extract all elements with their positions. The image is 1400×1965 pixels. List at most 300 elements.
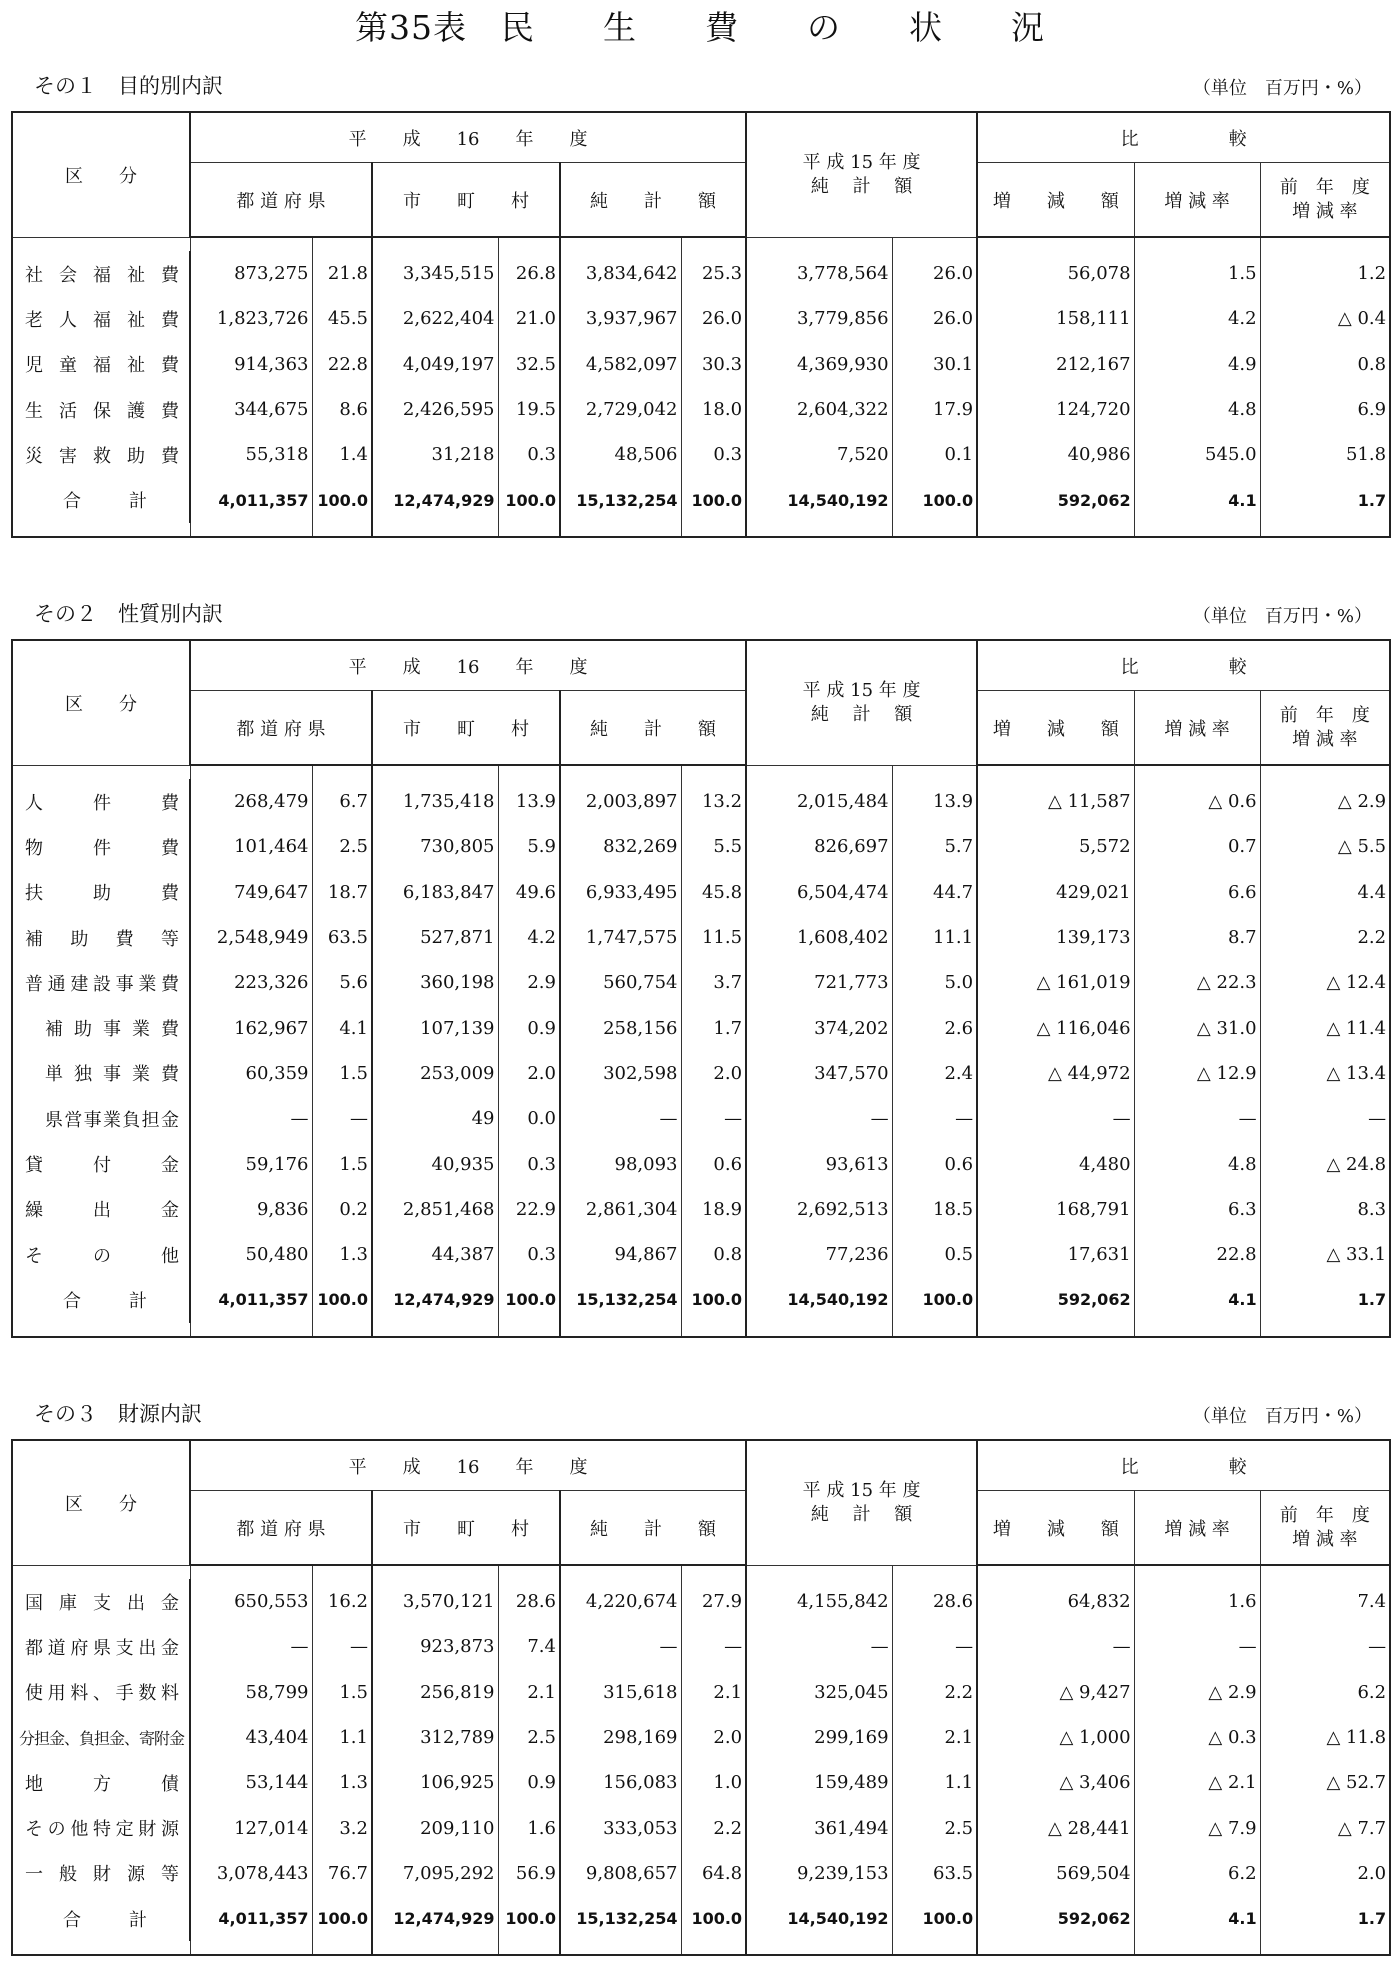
- total-row: [12, 1277, 1390, 1322]
- cell-value: 55,318: [190, 432, 312, 477]
- cell-value: 1.1: [312, 1715, 372, 1760]
- table-row: [12, 387, 1390, 432]
- row-label: 県営事業負担金: [12, 1096, 190, 1141]
- cell-value: 3,078,443: [190, 1851, 312, 1896]
- section-title-2: その２ 性質別内訳: [34, 602, 223, 626]
- header-fiscal-2003-line2: 純 計 額: [810, 175, 913, 197]
- cell-value: —: [190, 1624, 312, 1669]
- cell-value: 1.5: [312, 1051, 372, 1096]
- header-row: [12, 640, 1390, 691]
- cell-value: 7,095,292: [372, 1851, 498, 1896]
- cell-value: 4.2: [1134, 296, 1260, 341]
- header-change-amount: 増 減 額: [977, 1491, 1134, 1566]
- cell-value: △ 11.8: [1326, 1727, 1387, 1749]
- header-category: 区 分: [12, 1440, 190, 1565]
- cell-value: 1,747,575: [560, 915, 681, 960]
- header-change-amount: 増 減 額: [977, 691, 1134, 766]
- cell-value: 168,791: [977, 1187, 1134, 1232]
- cell-value: 361,494: [746, 1805, 892, 1850]
- cell-value: 0.3: [681, 432, 746, 477]
- cell-value: 56.9: [498, 1851, 560, 1896]
- cell-value: 8.6: [312, 387, 372, 432]
- cell-value: 4,011,357: [190, 1277, 312, 1322]
- cell-value: 30.3: [681, 342, 746, 387]
- header-prefectures: 都 道 府 県: [190, 691, 372, 766]
- header-fiscal-2003: [746, 1440, 977, 1565]
- cell-value: 2.5: [892, 1805, 977, 1850]
- cell-value: 106,925: [372, 1760, 498, 1805]
- table-row: [12, 1715, 1390, 1760]
- row-label: 貸付金: [12, 1141, 190, 1186]
- table-row: [12, 342, 1390, 387]
- cell-value: 256,819: [372, 1670, 498, 1715]
- table-row: [12, 432, 1390, 477]
- cell-value: 127,014: [190, 1805, 312, 1850]
- nature-table: [11, 639, 1391, 1338]
- cell-value: 3,570,121: [372, 1579, 498, 1624]
- cell-value: 2.5: [498, 1715, 560, 1760]
- table-row: [12, 1005, 1390, 1050]
- header-municipalities: 市 町 村: [372, 1491, 560, 1566]
- cell-value: 429,021: [977, 870, 1134, 915]
- cell-value: 6.3: [1134, 1187, 1260, 1232]
- cell-value: △ 1,000: [977, 1715, 1134, 1760]
- cell-value: 2,729,042: [560, 387, 681, 432]
- header-change-amount: 増 減 額: [977, 163, 1134, 238]
- cell-value: —: [1368, 1636, 1387, 1658]
- cell-value: 592,062: [977, 1896, 1134, 1941]
- cell-value: 32.5: [498, 342, 560, 387]
- header-fiscal-2003-line2: 純 計 額: [810, 703, 913, 725]
- cell-value: 4.8: [1134, 1141, 1260, 1186]
- row-label: 災害救助費: [12, 432, 190, 477]
- header-prev-year-change: [1260, 163, 1390, 238]
- cell-value: 298,169: [560, 1715, 681, 1760]
- row-label: 生活保護費: [12, 387, 190, 432]
- cell-value: 15,132,254: [560, 477, 681, 522]
- cell-value: 4.1: [1134, 477, 1260, 522]
- row-label: 繰出金: [12, 1187, 190, 1232]
- table-row: [12, 960, 1390, 1005]
- cell-value: 268,479: [190, 779, 312, 824]
- cell-value: △ 2.1: [1134, 1760, 1260, 1805]
- cell-value: 4.1: [1134, 1277, 1260, 1322]
- table-row: [12, 296, 1390, 341]
- header-prev-year-line2: 増 減 率: [1292, 1528, 1358, 1550]
- cell-value: —: [190, 1096, 312, 1141]
- cell-value: 1.7: [681, 1005, 746, 1050]
- table-row: [12, 1760, 1390, 1805]
- cell-value: △ 2.9: [1134, 1670, 1260, 1715]
- table-row: [12, 824, 1390, 869]
- cell-value: 15,132,254: [560, 1277, 681, 1322]
- cell-value: 209,110: [372, 1805, 498, 1850]
- header-prev-year-line2: 増 減 率: [1292, 728, 1358, 750]
- cell-value: 16.2: [312, 1579, 372, 1624]
- cell-value: 159,489: [746, 1760, 892, 1805]
- cell-value: 592,062: [977, 477, 1134, 522]
- cell-value: 100.0: [498, 1277, 560, 1322]
- cell-value: 101,464: [190, 824, 312, 869]
- row-label: 単独事業費: [12, 1051, 190, 1096]
- cell-value: 344,675: [190, 387, 312, 432]
- cell-value: 18.9: [681, 1187, 746, 1232]
- cell-value: △ 0.3: [1134, 1715, 1260, 1760]
- cell-value: —: [1134, 1096, 1260, 1141]
- cell-value: 1.5: [1134, 251, 1260, 296]
- cell-value: 3,779,856: [746, 296, 892, 341]
- header-prefectures: 都 道 府 県: [190, 163, 372, 238]
- cell-value: △ 24.8: [1326, 1153, 1387, 1175]
- cell-value: 1.7: [1357, 490, 1387, 510]
- cell-value: 7,520: [746, 432, 892, 477]
- header-municipalities: 市 町 村: [372, 691, 560, 766]
- cell-value: —: [746, 1624, 892, 1669]
- cell-value: 17,631: [977, 1232, 1134, 1277]
- cell-value: —: [892, 1096, 977, 1141]
- header-net-total: 純 計 額: [560, 1491, 746, 1566]
- cell-value: 527,871: [372, 915, 498, 960]
- header-prev-year-line1: 前 年 度: [1279, 176, 1370, 198]
- cell-value: 27.9: [681, 1579, 746, 1624]
- cell-value: 9,836: [190, 1187, 312, 1232]
- cell-value: —: [892, 1624, 977, 1669]
- cell-value: 1.0: [681, 1760, 746, 1805]
- cell-value: 162,967: [190, 1005, 312, 1050]
- cell-value: 1.4: [312, 432, 372, 477]
- row-label: 補助事業費: [12, 1005, 190, 1050]
- cell-value: 223,326: [190, 960, 312, 1005]
- unit-label-3: （単位 百万円・%）: [1192, 1406, 1372, 1427]
- header-fiscal-2004: 平 成 16 年 度: [190, 1440, 746, 1491]
- purpose-table: [11, 111, 1391, 538]
- header-net-total: 純 計 額: [560, 163, 746, 238]
- cell-value: 1,823,726: [190, 296, 312, 341]
- cell-value: 100.0: [892, 1896, 977, 1941]
- cell-value: 11.5: [681, 915, 746, 960]
- unit-label-1: （単位 百万円・%）: [1192, 78, 1372, 99]
- cell-value: —: [312, 1624, 372, 1669]
- subheader-row: [12, 691, 1390, 766]
- cell-value: 45.8: [681, 870, 746, 915]
- cell-value: 158,111: [977, 296, 1134, 341]
- cell-value: 100.0: [681, 1277, 746, 1322]
- cell-value: 923,873: [372, 1624, 498, 1669]
- row-label: 合計: [12, 1896, 190, 1941]
- cell-value: 2.5: [312, 824, 372, 869]
- cell-value: 5.0: [892, 960, 977, 1005]
- cell-value: 333,053: [560, 1805, 681, 1850]
- cell-value: 302,598: [560, 1051, 681, 1096]
- cell-value: 12,474,929: [372, 1896, 498, 1941]
- cell-value: 4,480: [977, 1141, 1134, 1186]
- cell-value: 124,720: [977, 387, 1134, 432]
- cell-value: 17.9: [892, 387, 977, 432]
- cell-value: 2,622,404: [372, 296, 498, 341]
- cell-value: 0.3: [498, 1141, 560, 1186]
- table-row: [12, 870, 1390, 915]
- cell-value: 21.0: [498, 296, 560, 341]
- spacer-row-top: [12, 237, 1390, 251]
- row-label: 分担金、負担金、寄附金: [12, 1715, 190, 1760]
- cell-value: 325,045: [746, 1670, 892, 1715]
- header-prev-year-change: [1260, 691, 1390, 766]
- row-label: 社会福祉費: [12, 251, 190, 296]
- row-label: その他: [12, 1232, 190, 1277]
- cell-value: 2,003,897: [560, 779, 681, 824]
- header-fiscal-2004: 平 成 16 年 度: [190, 640, 746, 691]
- cell-value: 13.9: [892, 779, 977, 824]
- header-comparison: 比 較: [977, 1440, 1390, 1491]
- cell-value: 2,426,595: [372, 387, 498, 432]
- cell-value: 4,220,674: [560, 1579, 681, 1624]
- cell-value: 2.1: [892, 1715, 977, 1760]
- cell-value: 6.2: [1134, 1851, 1260, 1896]
- cell-value: 48,506: [560, 432, 681, 477]
- cell-value: 13.9: [498, 779, 560, 824]
- cell-value: 0.6: [892, 1141, 977, 1186]
- cell-value: 44,387: [372, 1232, 498, 1277]
- cell-value: 1.3: [312, 1232, 372, 1277]
- cell-value: △ 11,587: [977, 779, 1134, 824]
- cell-value: 139,173: [977, 915, 1134, 960]
- cell-value: 40,935: [372, 1141, 498, 1186]
- page-title: 第35表 民 生 費 の 状 況: [355, 8, 1045, 47]
- cell-value: 6,933,495: [560, 870, 681, 915]
- row-label: 人件費: [12, 779, 190, 824]
- cell-value: 18.7: [312, 870, 372, 915]
- table-row: [12, 1187, 1390, 1232]
- cell-value: 14,540,192: [746, 1277, 892, 1322]
- cell-value: 53,144: [190, 1760, 312, 1805]
- table-row: [12, 1805, 1390, 1850]
- cell-value: 9,808,657: [560, 1851, 681, 1896]
- cell-value: 2,604,322: [746, 387, 892, 432]
- cell-value: 4,011,357: [190, 1896, 312, 1941]
- cell-value: 6.7: [312, 779, 372, 824]
- header-comparison: 比 較: [977, 640, 1390, 691]
- cell-value: 100.0: [312, 477, 372, 522]
- cell-value: 1.1: [892, 1760, 977, 1805]
- header-municipalities: 市 町 村: [372, 163, 560, 238]
- header-change-rate: 増 減 率: [1134, 1491, 1260, 1566]
- row-label: 扶助費: [12, 870, 190, 915]
- cell-value: 51.8: [1346, 444, 1387, 466]
- cell-value: 253,009: [372, 1051, 498, 1096]
- spacer-row-bottom: [12, 1941, 1390, 1955]
- row-label: 合計: [12, 477, 190, 522]
- row-label: 補助費等: [12, 915, 190, 960]
- cell-value: 9,239,153: [746, 1851, 892, 1896]
- cell-value: 14,540,192: [746, 477, 892, 522]
- header-category: 区 分: [12, 112, 190, 237]
- cell-value: 6.6: [1134, 870, 1260, 915]
- cell-value: 4.8: [1134, 387, 1260, 432]
- cell-value: 22.8: [312, 342, 372, 387]
- cell-value: 14,540,192: [746, 1896, 892, 1941]
- cell-value: 2,861,304: [560, 1187, 681, 1232]
- cell-value: 26.8: [498, 251, 560, 296]
- cell-value: 100.0: [892, 477, 977, 522]
- cell-value: 0.1: [892, 432, 977, 477]
- cell-value: 1.6: [498, 1805, 560, 1850]
- cell-value: 212,167: [977, 342, 1134, 387]
- subheader-row: [12, 1491, 1390, 1566]
- cell-value: 2,692,513: [746, 1187, 892, 1232]
- cell-value: 45.5: [312, 296, 372, 341]
- cell-value: 12,474,929: [372, 1277, 498, 1322]
- cell-value: 63.5: [312, 915, 372, 960]
- section-title-1: その１ 目的別内訳: [34, 74, 223, 98]
- cell-value: 2,851,468: [372, 1187, 498, 1232]
- row-label: 地方債: [12, 1760, 190, 1805]
- cell-value: 258,156: [560, 1005, 681, 1050]
- cell-value: 6,183,847: [372, 870, 498, 915]
- cell-value: 1,608,402: [746, 915, 892, 960]
- header-fiscal-2003: [746, 112, 977, 237]
- cell-value: 100.0: [498, 1896, 560, 1941]
- cell-value: 312,789: [372, 1715, 498, 1760]
- cell-value: 3,834,642: [560, 251, 681, 296]
- cell-value: 49.6: [498, 870, 560, 915]
- cell-value: 1,735,418: [372, 779, 498, 824]
- row-label: その他特定財源: [12, 1805, 190, 1850]
- cell-value: 4,369,930: [746, 342, 892, 387]
- cell-value: 5.5: [681, 824, 746, 869]
- cell-value: 4.4: [1357, 881, 1387, 903]
- cell-value: 545.0: [1134, 432, 1260, 477]
- cell-value: 25.3: [681, 251, 746, 296]
- cell-value: —: [746, 1096, 892, 1141]
- cell-value: 100.0: [312, 1277, 372, 1322]
- total-row: [12, 477, 1390, 522]
- cell-value: 15,132,254: [560, 1896, 681, 1941]
- cell-value: △ 3,406: [977, 1760, 1134, 1805]
- cell-value: 592,062: [977, 1277, 1134, 1322]
- cell-value: 93,613: [746, 1141, 892, 1186]
- cell-value: 4.2: [498, 915, 560, 960]
- cell-value: —: [560, 1624, 681, 1669]
- cell-value: 374,202: [746, 1005, 892, 1050]
- cell-value: 7.4: [1357, 1591, 1387, 1613]
- cell-value: —: [312, 1096, 372, 1141]
- cell-value: 77,236: [746, 1232, 892, 1277]
- cell-value: 730,805: [372, 824, 498, 869]
- table-row: [12, 779, 1390, 824]
- cell-value: 28.6: [892, 1579, 977, 1624]
- row-label: 老人福祉費: [12, 296, 190, 341]
- cell-value: 4,155,842: [746, 1579, 892, 1624]
- header-fiscal-2003-line2: 純 計 額: [810, 1503, 913, 1525]
- cell-value: —: [681, 1096, 746, 1141]
- cell-value: 43,404: [190, 1715, 312, 1760]
- cell-value: 6.9: [1357, 399, 1387, 421]
- cell-value: 2.1: [681, 1670, 746, 1715]
- cell-value: 40,986: [977, 432, 1134, 477]
- cell-value: △ 33.1: [1326, 1244, 1387, 1266]
- header-fiscal-2003: [746, 640, 977, 765]
- header-prev-year-line1: 前 年 度: [1279, 1504, 1370, 1526]
- cell-value: 22.8: [1134, 1232, 1260, 1277]
- table-row: [12, 1851, 1390, 1896]
- cell-value: △ 28,441: [977, 1805, 1134, 1850]
- cell-value: 100.0: [498, 477, 560, 522]
- cell-value: 1.5: [312, 1670, 372, 1715]
- cell-value: 100.0: [312, 1896, 372, 1941]
- cell-value: △ 13.4: [1326, 1062, 1387, 1084]
- cell-value: 0.6: [681, 1141, 746, 1186]
- cell-value: 22.9: [498, 1187, 560, 1232]
- cell-value: 569,504: [977, 1851, 1134, 1896]
- row-label: 児童福祉費: [12, 342, 190, 387]
- row-label: 都道府県支出金: [12, 1624, 190, 1669]
- revenue-source-table: [11, 1439, 1391, 1956]
- cell-value: △ 7.7: [1337, 1817, 1387, 1839]
- cell-value: 76.7: [312, 1851, 372, 1896]
- cell-value: —: [977, 1096, 1134, 1141]
- header-prev-year-change: [1260, 1491, 1390, 1566]
- cell-value: 2.0: [681, 1051, 746, 1096]
- cell-value: 63.5: [892, 1851, 977, 1896]
- total-row: [12, 1896, 1390, 1941]
- cell-value: 0.2: [312, 1187, 372, 1232]
- cell-value: 3.7: [681, 960, 746, 1005]
- table-row: [12, 1624, 1390, 1669]
- cell-value: 2.4: [892, 1051, 977, 1096]
- cell-value: 4,011,357: [190, 477, 312, 522]
- unit-label-2: （単位 百万円・%）: [1192, 606, 1372, 627]
- cell-value: △ 7.9: [1134, 1805, 1260, 1850]
- cell-value: 58,799: [190, 1670, 312, 1715]
- cell-value: 11.1: [892, 915, 977, 960]
- cell-value: 315,618: [560, 1670, 681, 1715]
- cell-value: △ 12.4: [1326, 972, 1387, 994]
- cell-value: 2,015,484: [746, 779, 892, 824]
- cell-value: 26.0: [681, 296, 746, 341]
- header-change-rate: 増 減 率: [1134, 691, 1260, 766]
- table-row: [12, 915, 1390, 960]
- header-prev-year-line1: 前 年 度: [1279, 704, 1370, 726]
- cell-value: △ 52.7: [1326, 1772, 1387, 1794]
- cell-value: △ 12.9: [1134, 1051, 1260, 1096]
- spacer-row-top: [12, 1565, 1390, 1579]
- cell-value: 4.1: [1134, 1896, 1260, 1941]
- cell-value: 2.9: [498, 960, 560, 1005]
- header-comparison: 比 較: [977, 112, 1390, 163]
- cell-value: 0.3: [498, 1232, 560, 1277]
- cell-value: 6.2: [1357, 1681, 1387, 1703]
- cell-value: 100.0: [681, 477, 746, 522]
- cell-value: 2.1: [498, 1670, 560, 1715]
- cell-value: 28.6: [498, 1579, 560, 1624]
- cell-value: 5,572: [977, 824, 1134, 869]
- cell-value: 2,548,949: [190, 915, 312, 960]
- cell-value: 0.8: [681, 1232, 746, 1277]
- cell-value: 13.2: [681, 779, 746, 824]
- header-prefectures: 都 道 府 県: [190, 1491, 372, 1566]
- cell-value: 2.2: [681, 1805, 746, 1850]
- cell-value: 0.9: [498, 1760, 560, 1805]
- table-row: [12, 1096, 1390, 1141]
- cell-value: △ 0.6: [1134, 779, 1260, 824]
- header-net-total: 純 計 額: [560, 691, 746, 766]
- cell-value: 107,139: [372, 1005, 498, 1050]
- header-fiscal-2003-line1: 平 成 15 年 度: [802, 1479, 921, 1501]
- row-label: 一般財源等: [12, 1851, 190, 1896]
- spacer-row-bottom: [12, 1323, 1390, 1337]
- cell-value: △ 5.5: [1337, 836, 1387, 858]
- cell-value: 98,093: [560, 1141, 681, 1186]
